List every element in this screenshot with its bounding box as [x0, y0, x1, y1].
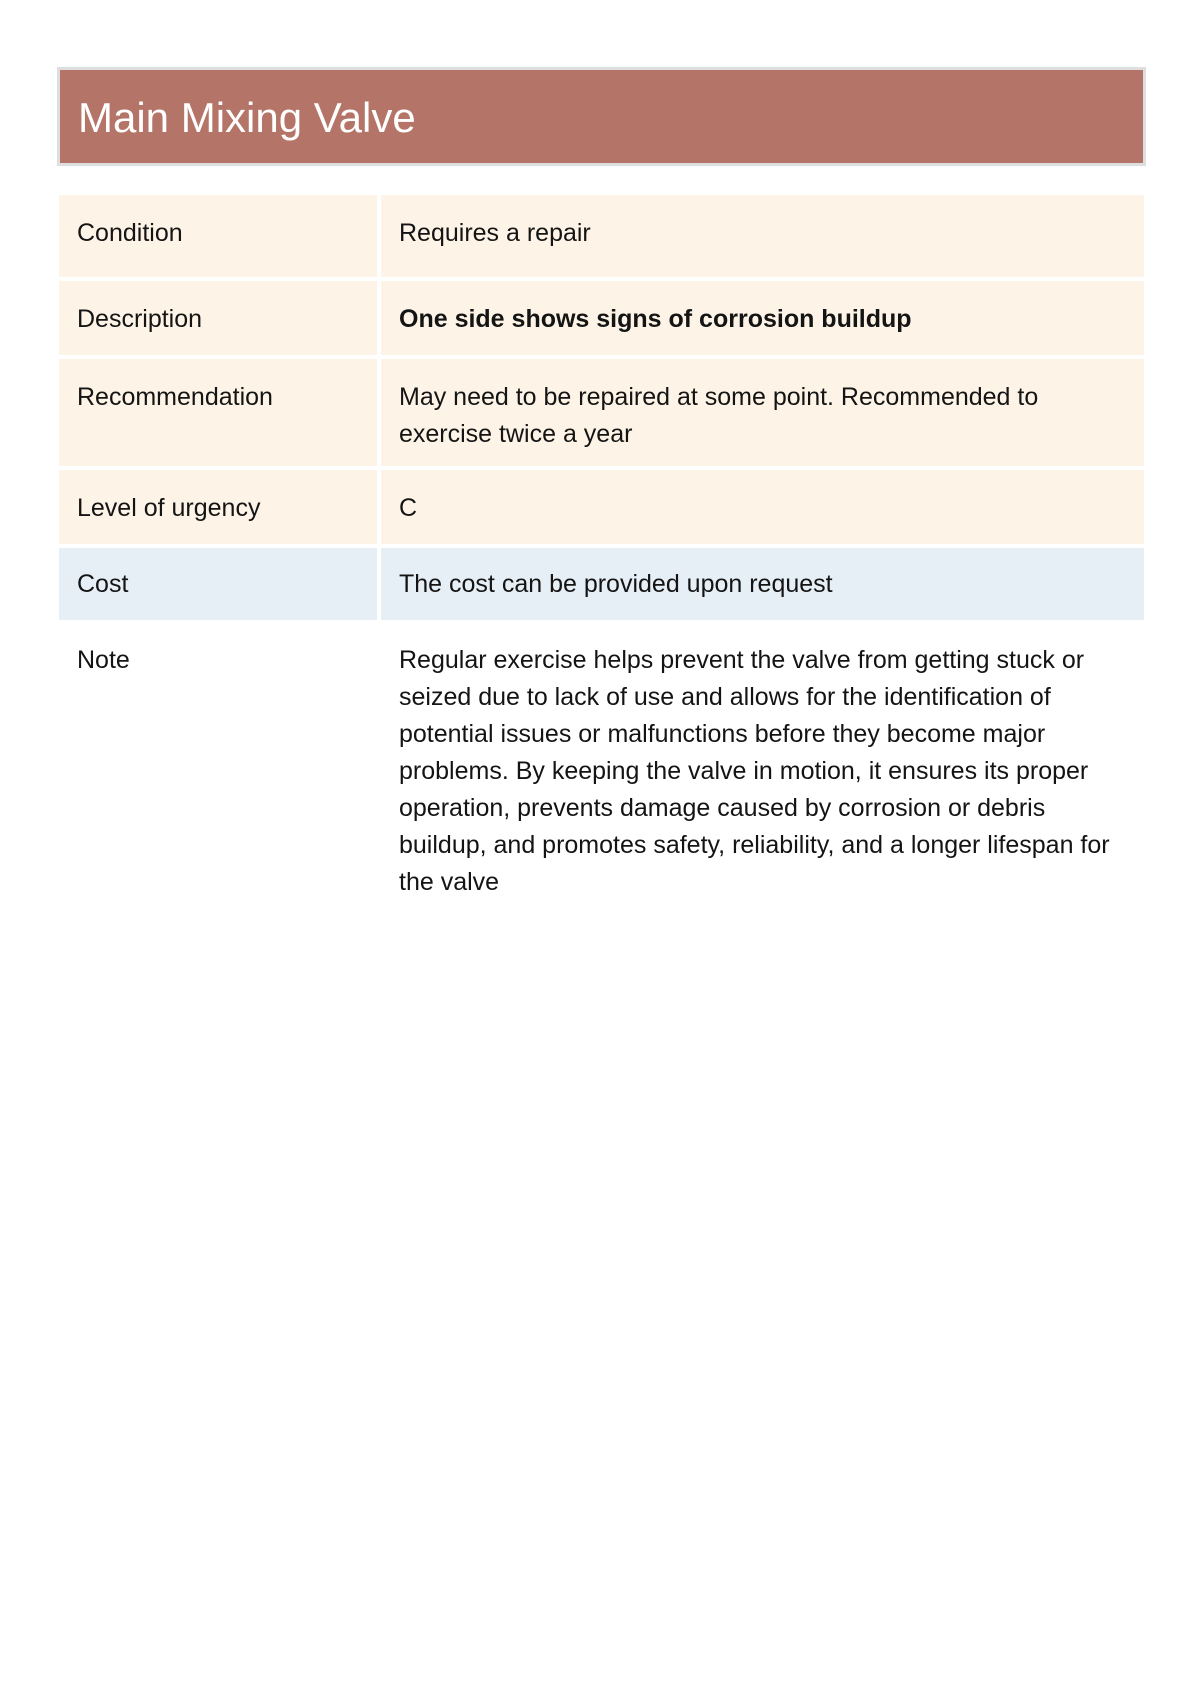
cost-value: The cost can be provided upon request	[377, 548, 1144, 624]
table-row-condition	[59, 195, 1144, 281]
urgency-label: Level of urgency	[59, 470, 377, 548]
condition-label: Condition	[59, 195, 377, 281]
table-row-recommendation	[59, 359, 1144, 470]
description-label: Description	[59, 281, 377, 359]
cost-label: Cost	[59, 548, 377, 624]
table-row-cost	[59, 548, 1144, 624]
page-title: Main Mixing Valve	[78, 93, 416, 141]
table-row-urgency	[59, 470, 1144, 548]
recommendation-value: May need to be repaired at some point. Recommended to exercise twice a year	[377, 359, 1144, 470]
note-label: Note	[59, 624, 377, 901]
condition-value: Requires a repair	[377, 195, 1144, 281]
recommendation-label: Recommendation	[59, 359, 377, 470]
urgency-value: C	[377, 470, 1144, 548]
page-header	[57, 67, 1146, 166]
table-row-description	[59, 281, 1144, 359]
description-value: One side shows signs of corrosion buildup	[377, 281, 1144, 359]
inspection-details-table	[59, 195, 1144, 901]
table-row-note	[59, 624, 1144, 901]
note-value: Regular exercise helps prevent the valve from getting stuck or seized due to lack of use and allows for the identification of potential issues or malfunctions before they become major problems. By keeping the valve in motion, it ensures its proper operation, prevents damage caused by corrosion or debris buildup, and promotes safety, reliability, and a longer lifespan for the valve	[377, 624, 1144, 901]
